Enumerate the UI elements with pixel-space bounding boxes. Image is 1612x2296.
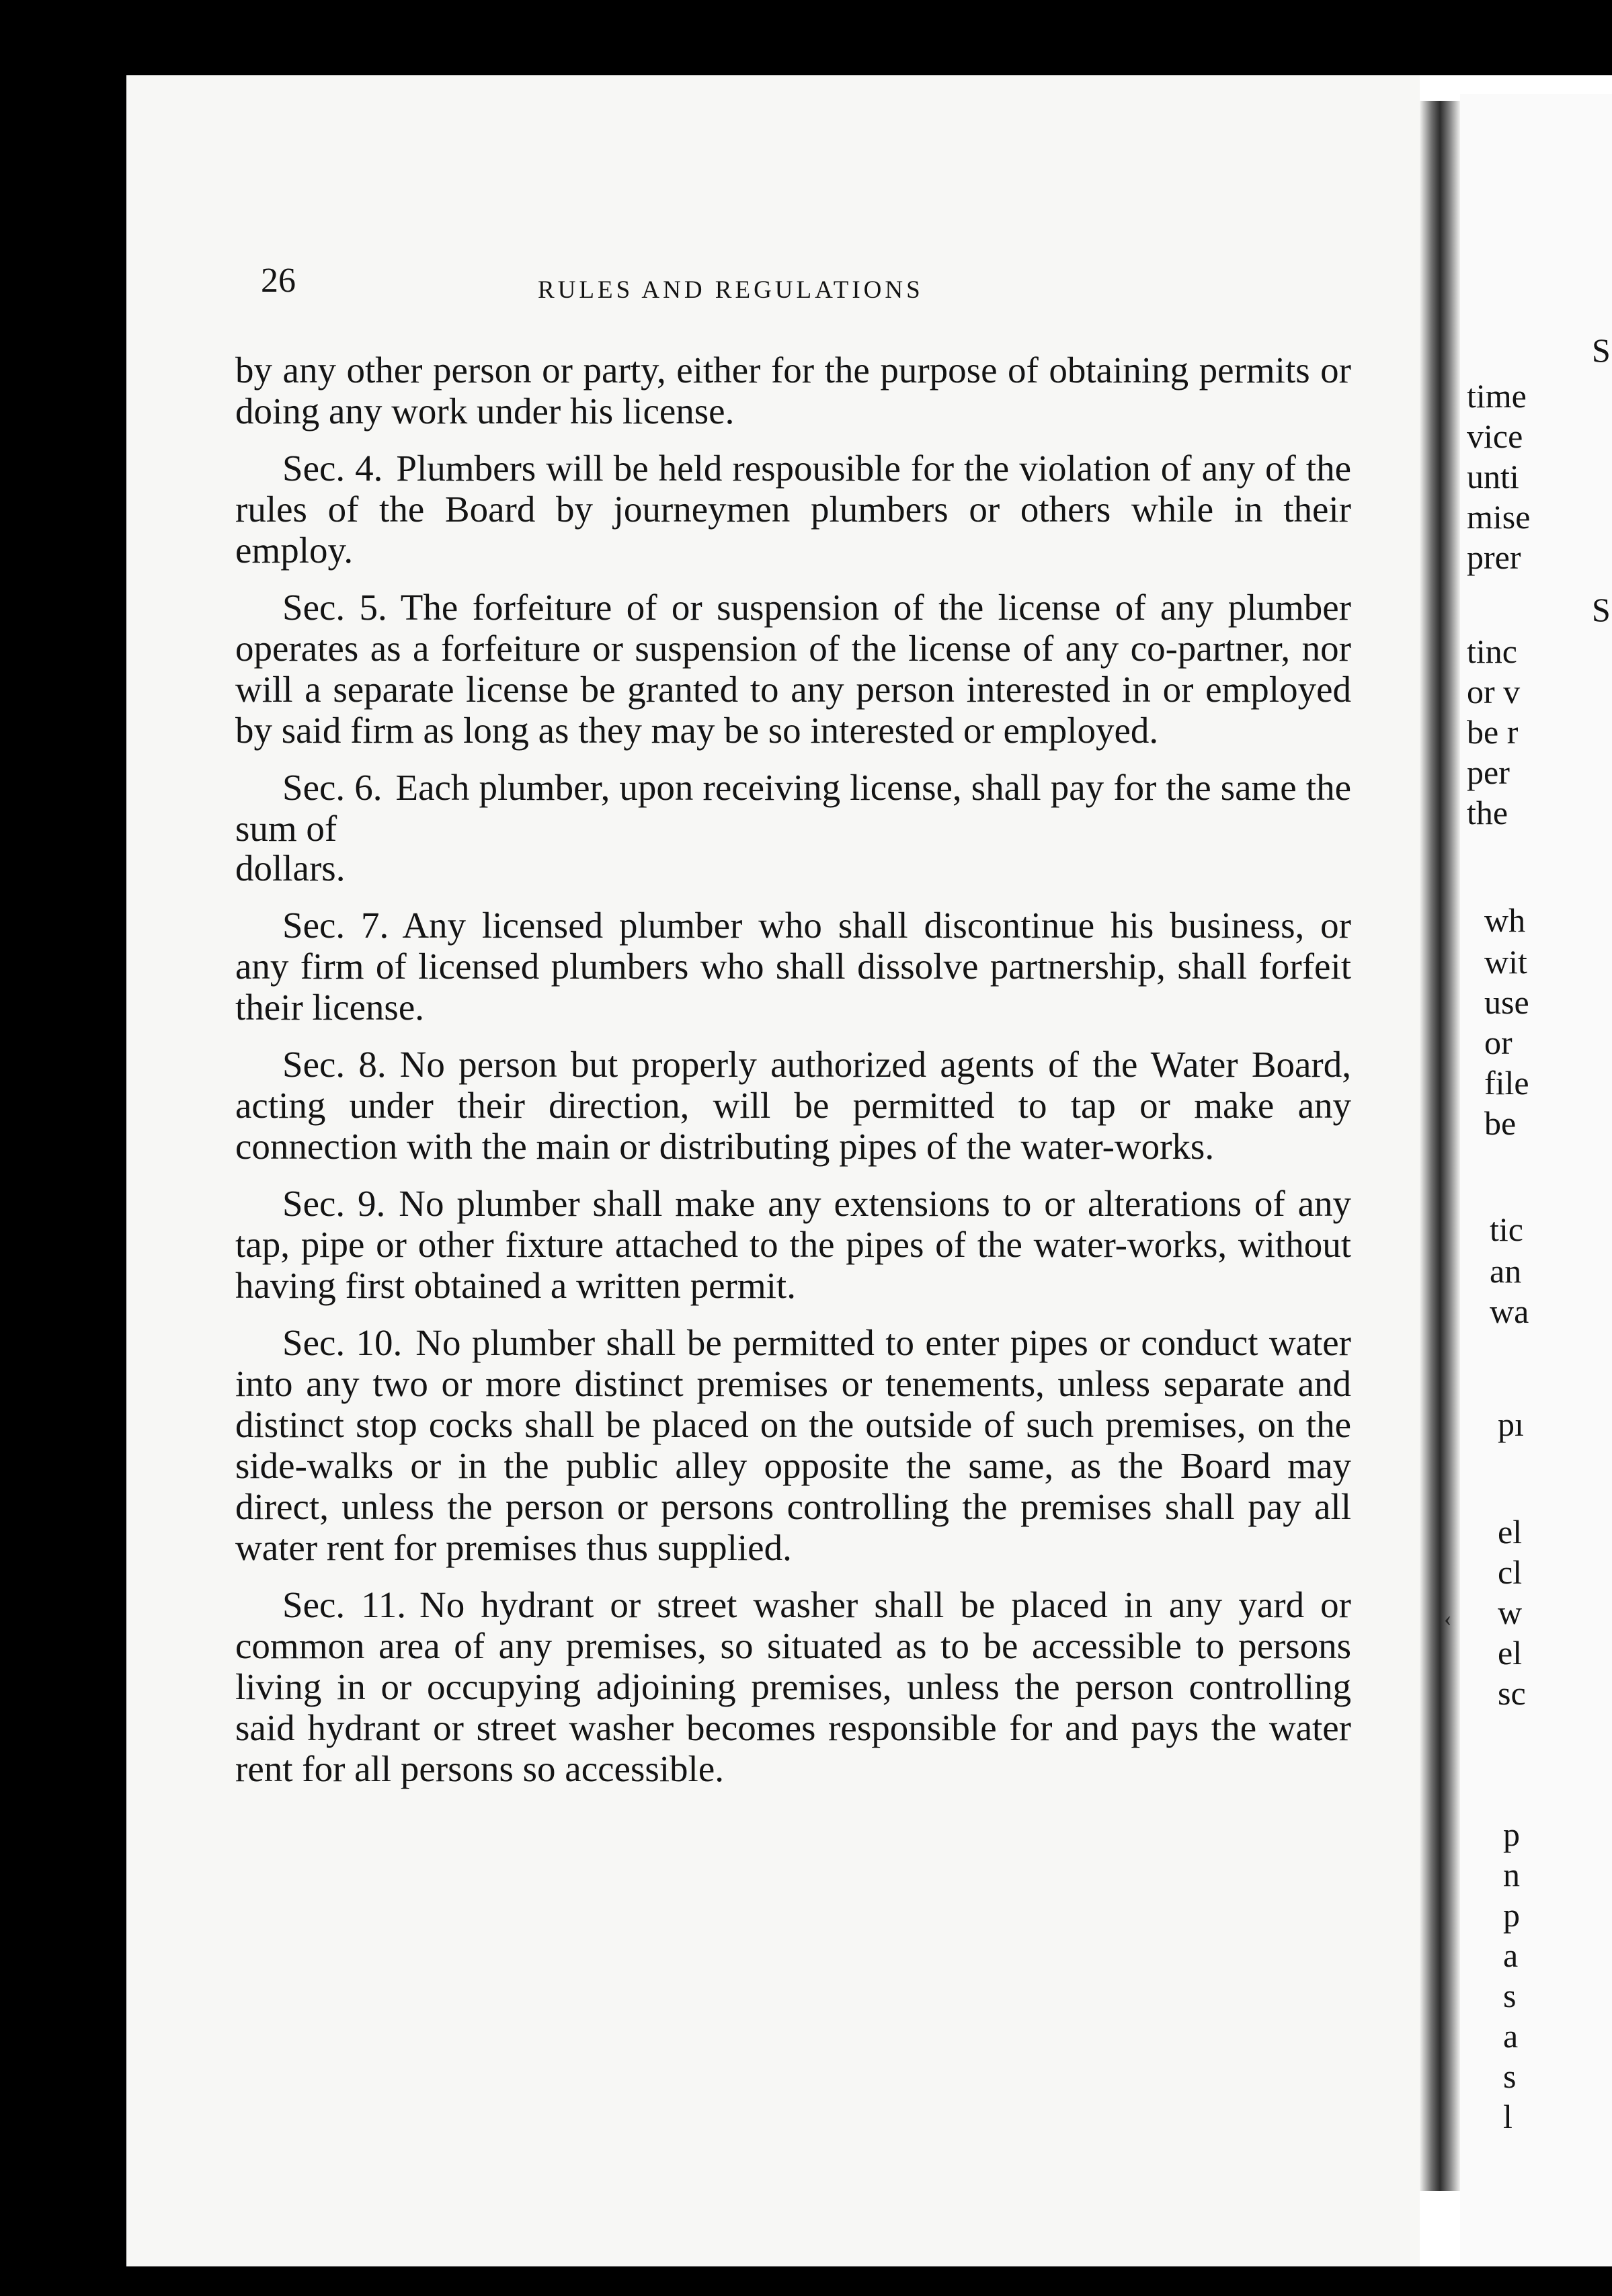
facing-text-fragment: S (1592, 331, 1611, 369)
facing-text-fragment: s (1503, 1977, 1517, 2014)
facing-text-fragment: a (1503, 1936, 1519, 1974)
section-paragraph (235, 1584, 1351, 1789)
section-label: Sec. 7. (282, 905, 389, 946)
section-paragraph (235, 1183, 1351, 1306)
section-paragraph (235, 1044, 1351, 1167)
section-text: No plumber shall make any extensions to or alterations of any tap, pipe or other fixture attached to the pipes of the water-works, without having first obtained a written permit. (235, 1183, 1351, 1306)
lead-paragraph: by any other person or party, either for the purpose of obtaining permits or doing any work under his license. (235, 350, 1351, 432)
facing-text-fragment: vice (1467, 417, 1523, 455)
scan-border-left (0, 0, 126, 2296)
section-text: Any licensed plumber who shall discontinue his business, or any firm of licensed plumbers who shall dissolve partnership, shall forfeit their license. (235, 905, 1351, 1028)
section-text-end: dollars. (235, 848, 346, 889)
section-label: Sec. 4. (282, 448, 383, 489)
margin-mark: ‹ (1444, 1606, 1452, 1631)
facing-text-fragment: sc (1498, 1674, 1526, 1712)
book-gutter (1420, 101, 1460, 2191)
facing-text-fragment: unti (1467, 458, 1519, 495)
facing-text-fragment: p (1503, 1815, 1520, 1853)
facing-text-fragment: p (1503, 1896, 1520, 1934)
section-paragraph (235, 1322, 1351, 1568)
scan-border-top (0, 0, 1612, 75)
facing-text-fragment: cl (1498, 1553, 1523, 1591)
facing-text-fragment: pı (1498, 1405, 1524, 1443)
facing-text-fragment: wa (1490, 1293, 1529, 1330)
gutter-bottom (1420, 2191, 1460, 2266)
section-text: No person but properly authorized agents of the Water Board, acting under their direction, will be permitted to tap or make any connection with the main or distributing pipes of the water-works. (235, 1044, 1351, 1167)
facing-text-fragment: w (1498, 1594, 1523, 1631)
facing-text-fragment: or v (1467, 673, 1521, 710)
running-head: RULES AND REGULATIONS (538, 276, 924, 304)
facing-text-fragment: n (1503, 1856, 1520, 1893)
section-paragraph (235, 905, 1351, 1028)
section-label: Sec. 6. (282, 767, 382, 808)
facing-text-fragment: tinc (1467, 632, 1517, 670)
facing-text-fragment: be (1484, 1104, 1517, 1142)
scan-border-bottom (0, 2266, 1612, 2296)
facing-text-fragment: a (1503, 2017, 1519, 2055)
facing-text-fragment: mise (1467, 498, 1531, 536)
facing-text-fragment: per (1467, 753, 1510, 791)
facing-text-fragment: wh (1484, 901, 1526, 939)
facing-text-fragment: el (1498, 1634, 1523, 1672)
facing-text-fragment: el (1498, 1513, 1523, 1551)
facing-text-fragment: S (1592, 591, 1611, 628)
section-text: The forfeiture of or suspension of the license of any plumber operates as a forfeiture or suspension of the license of any co-partner, nor will a separate license be granted to any person interested in or employed by said firm as long as they may be so interested or employed. (235, 587, 1351, 751)
facing-text-fragment: or (1484, 1024, 1513, 1061)
section-label: Sec. 10. (282, 1322, 403, 1363)
facing-text-fragment: use (1484, 983, 1529, 1021)
facing-text-fragment: l (1503, 2098, 1513, 2135)
section-label: Sec. 5. (282, 587, 387, 628)
section-paragraph (235, 448, 1351, 571)
section-paragraph (235, 767, 1351, 889)
facing-text-fragment: file (1484, 1064, 1529, 1102)
facing-text-fragment: an (1490, 1252, 1522, 1290)
facing-text-fragment: s (1503, 2057, 1517, 2095)
facing-text-fragment: be r (1467, 713, 1519, 751)
facing-text-fragment: prer (1467, 538, 1521, 576)
facing-text-fragment: time (1467, 377, 1527, 415)
section-paragraph (235, 587, 1351, 751)
facing-text-fragment: wit (1484, 943, 1527, 981)
section-text: No hydrant or street washer shall be placed in any yard or common area of any premises, so situated as to be accessible to persons living in or occupying adjoining premises, unless the person controlling said hydrant or street washer becomes responsible for and pays the water rent for all persons so accessible. (235, 1584, 1351, 1789)
section-label: Sec. 9. (282, 1183, 386, 1224)
section-text: Plumbers will be held respousible for the violation of any of the rules of the Board by journeymen plumbers or others while in their employ. (235, 448, 1351, 571)
facing-text-fragment: the (1467, 794, 1508, 831)
facing-page (1460, 94, 1612, 2266)
facing-text-fragment: tic (1490, 1211, 1523, 1248)
section-label: Sec. 11. (282, 1584, 406, 1625)
body-text (235, 350, 1351, 1789)
section-label: Sec. 8. (282, 1044, 387, 1085)
page-number: 26 (261, 261, 296, 300)
section-text: No plumber shall be permitted to enter pipes or conduct water into any two or more distinct premises or tenements, unless separate and distinct stop cocks shall be placed on the outside of such premises, on the side-walks or in the public alley opposite the same, as the Board may direct, unless the person or persons controlling the premises shall pay all water rent for premises thus supplied. (235, 1322, 1351, 1568)
section-text: Each plumber, upon receiving license, shall pay for the same the sum of (235, 767, 1351, 849)
